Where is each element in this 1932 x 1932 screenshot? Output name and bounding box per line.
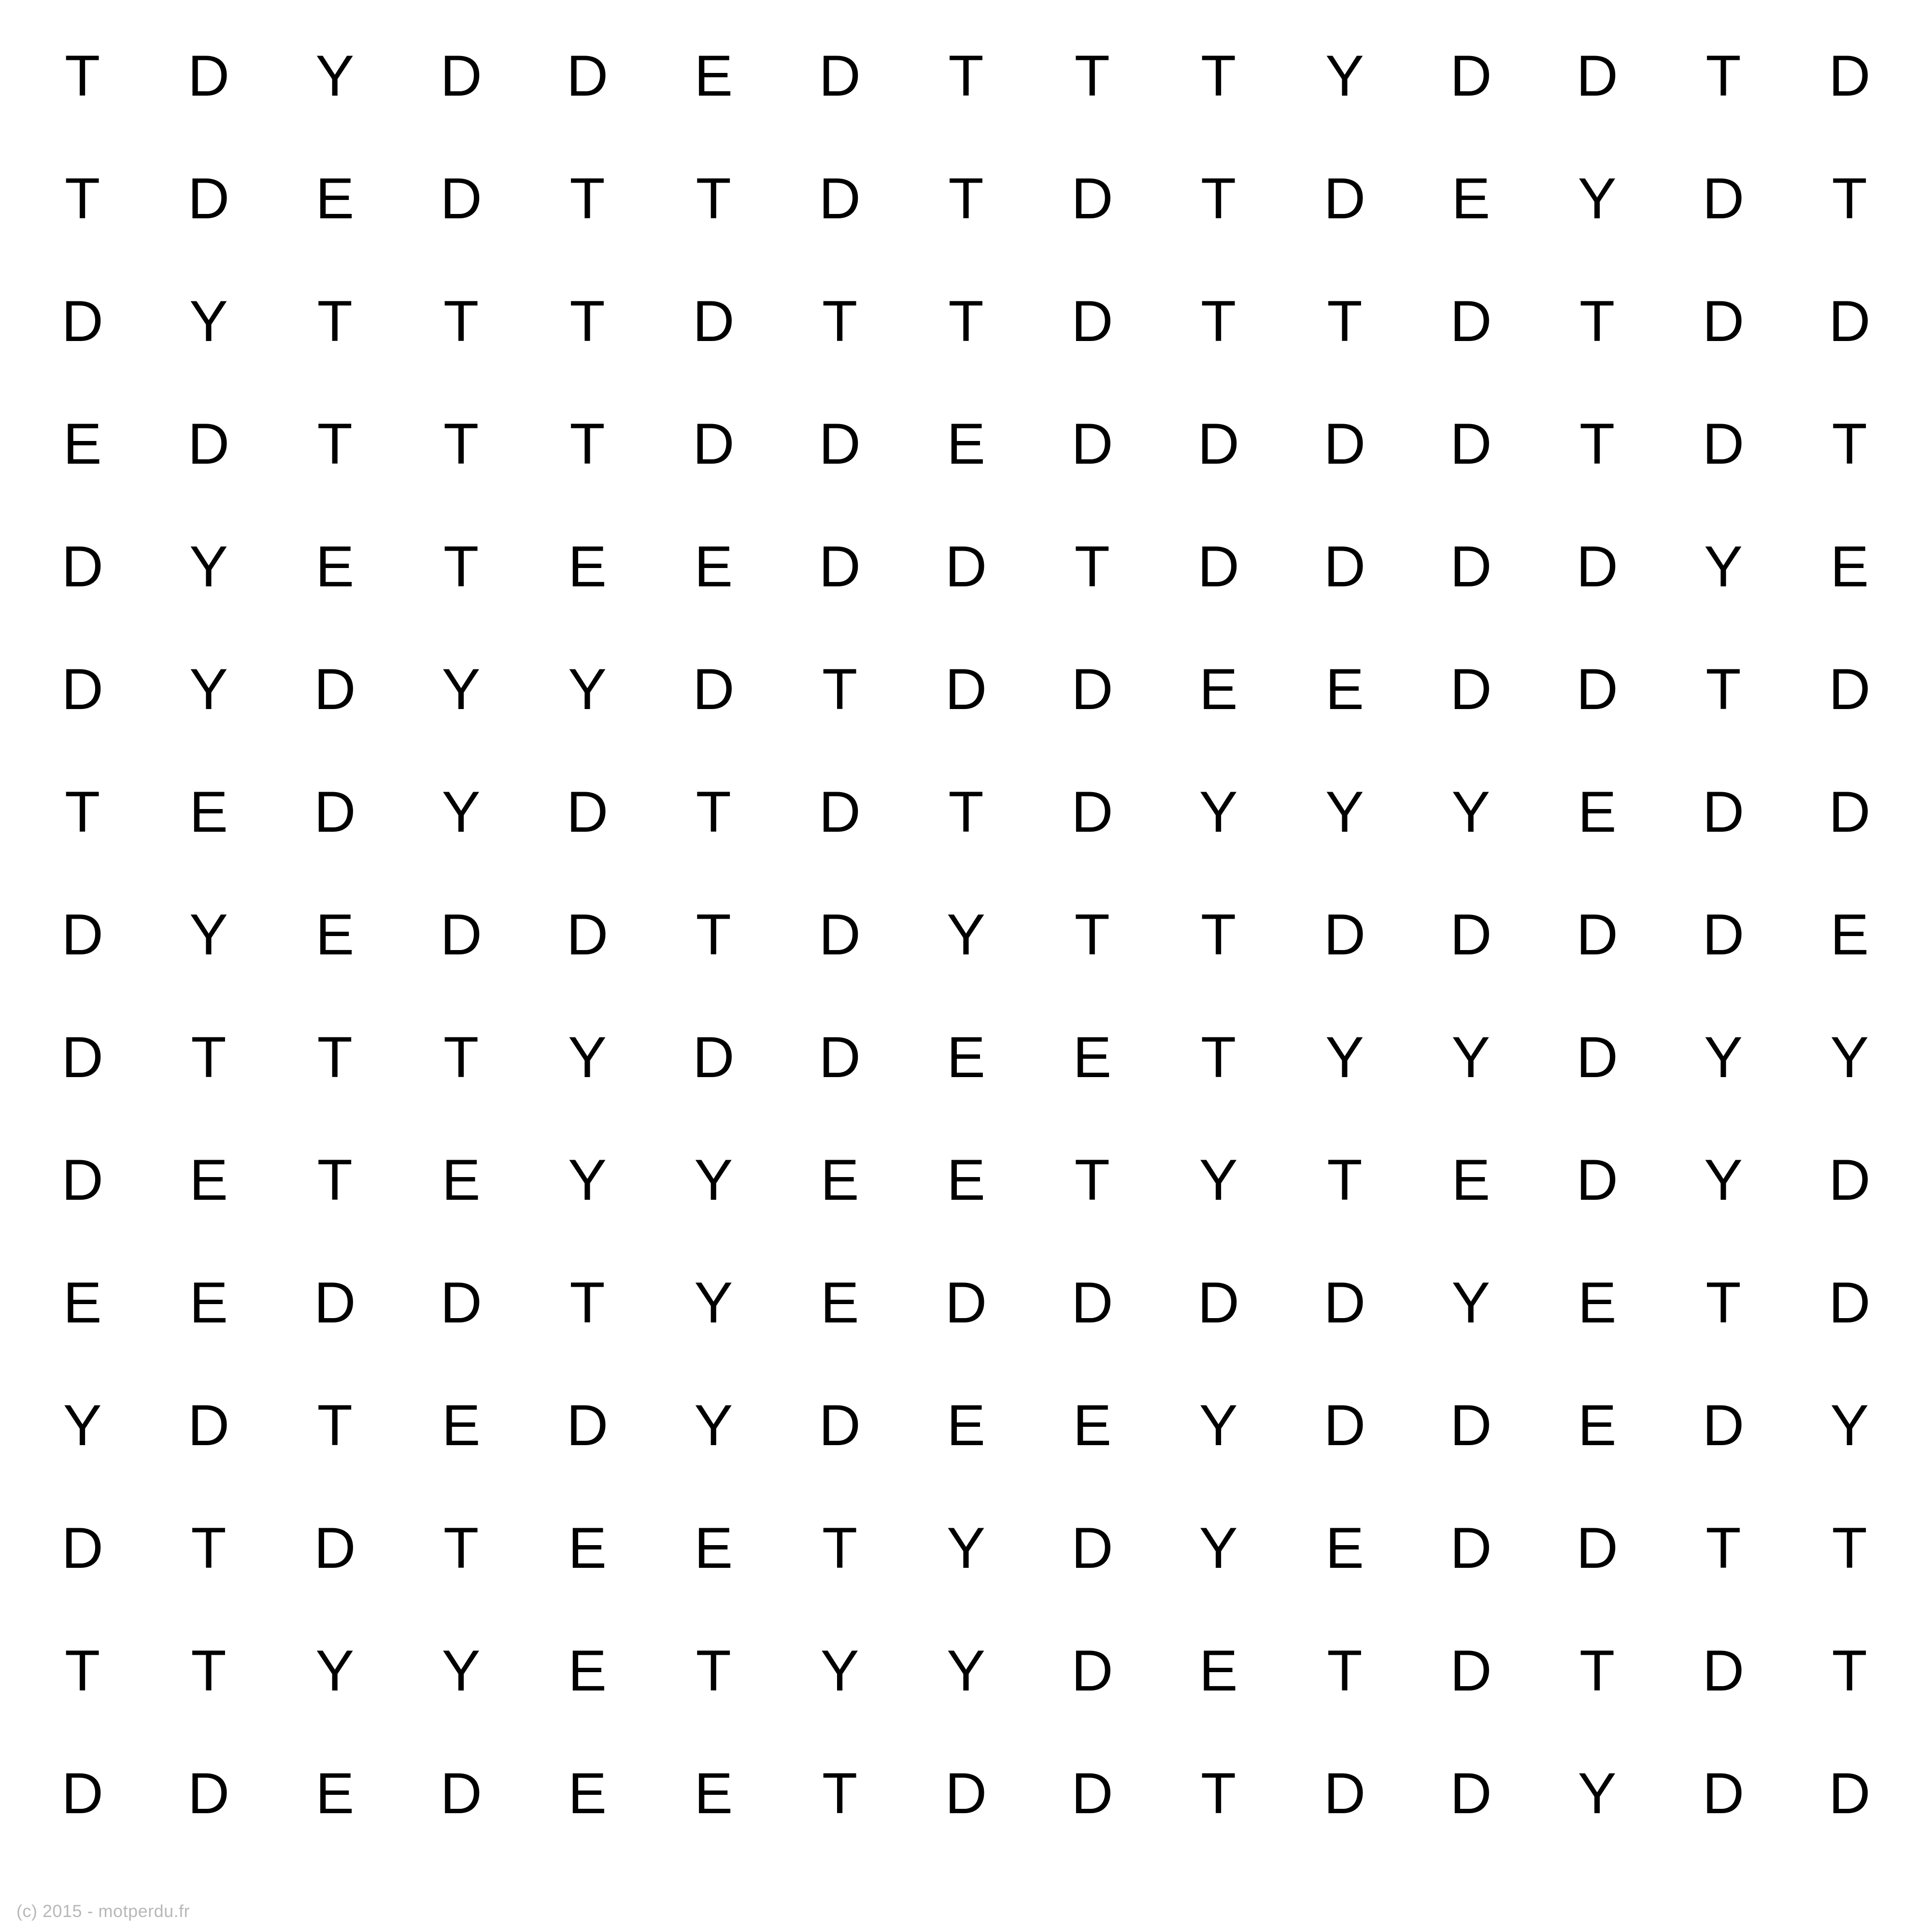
grid-cell[interactable]: E — [946, 1025, 986, 1090]
grid-cell[interactable]: E — [1073, 1025, 1112, 1090]
grid-cell[interactable]: T — [696, 166, 731, 231]
grid-cell[interactable]: D — [1071, 1270, 1113, 1335]
grid-cell[interactable]: T — [1074, 902, 1110, 967]
grid-cell[interactable]: D — [1576, 534, 1618, 599]
grid-cell[interactable]: D — [61, 1761, 103, 1826]
grid-cell[interactable]: D — [819, 534, 861, 599]
grid-cell[interactable]: T — [822, 289, 858, 354]
grid-cell[interactable]: Y — [63, 1393, 102, 1458]
grid-cell[interactable]: D — [1071, 1638, 1113, 1703]
grid-cell[interactable]: D — [1702, 289, 1745, 354]
grid-cell[interactable]: T — [1201, 1025, 1236, 1090]
grid-cell[interactable]: D — [1323, 166, 1366, 231]
grid-cell[interactable]: D — [1449, 43, 1492, 108]
grid-cell[interactable]: D — [1323, 534, 1366, 599]
grid-cell[interactable]: Y — [694, 1270, 733, 1335]
grid-cell[interactable]: Y — [1704, 1025, 1743, 1090]
grid-cell[interactable]: D — [61, 1025, 103, 1090]
grid-cell[interactable]: Y — [1451, 1025, 1491, 1090]
grid-cell[interactable]: Y — [946, 1516, 986, 1580]
grid-cell[interactable]: D — [1576, 657, 1618, 722]
grid-cell[interactable]: D — [1449, 412, 1492, 476]
grid-cell[interactable]: D — [1702, 1761, 1745, 1826]
grid-cell[interactable]: D — [1071, 1516, 1113, 1580]
grid-cell[interactable]: D — [440, 902, 482, 967]
grid-cell[interactable]: Y — [441, 1638, 481, 1703]
grid-cell[interactable]: T — [696, 780, 731, 844]
grid-cell[interactable]: D — [187, 1761, 230, 1826]
grid-cell[interactable]: T — [948, 43, 984, 108]
grid-cell[interactable]: E — [315, 534, 355, 599]
grid-cell[interactable]: D — [1071, 657, 1113, 722]
grid-cell[interactable]: T — [822, 1516, 858, 1580]
grid-cell[interactable]: Y — [568, 657, 607, 722]
grid-cell[interactable]: E — [63, 1270, 102, 1335]
grid-cell[interactable]: D — [566, 1393, 609, 1458]
grid-cell[interactable]: D — [819, 780, 861, 844]
grid-cell[interactable]: D — [945, 1270, 987, 1335]
grid-cell[interactable]: Y — [1199, 780, 1238, 844]
grid-cell[interactable]: Y — [1577, 166, 1617, 231]
grid-cell[interactable]: E — [1830, 902, 1869, 967]
grid-cell[interactable]: T — [443, 412, 479, 476]
grid-cell[interactable]: D — [1323, 1270, 1366, 1335]
grid-cell[interactable]: T — [1832, 166, 1867, 231]
grid-cell[interactable]: T — [317, 1393, 353, 1458]
grid-cell[interactable]: T — [1579, 289, 1615, 354]
grid-cell[interactable]: E — [1199, 1638, 1238, 1703]
grid-cell[interactable]: D — [187, 166, 230, 231]
grid-cell[interactable]: E — [1451, 166, 1491, 231]
grid-cell[interactable]: D — [1197, 534, 1239, 599]
grid-cell[interactable]: E — [63, 412, 102, 476]
grid-cell[interactable]: T — [191, 1025, 227, 1090]
grid-cell[interactable]: T — [1327, 1638, 1363, 1703]
grid-cell[interactable]: D — [1449, 657, 1492, 722]
grid-cell[interactable]: T — [443, 1516, 479, 1580]
grid-cell[interactable]: D — [1702, 902, 1745, 967]
grid-cell[interactable]: Y — [1325, 1025, 1364, 1090]
grid-cell[interactable]: E — [568, 1516, 607, 1580]
grid-cell[interactable]: T — [1705, 1516, 1741, 1580]
grid-cell[interactable]: T — [569, 412, 605, 476]
grid-cell[interactable]: Y — [1704, 534, 1743, 599]
grid-cell[interactable]: T — [1705, 43, 1741, 108]
grid-cell[interactable]: E — [946, 412, 986, 476]
grid-cell[interactable]: D — [566, 902, 609, 967]
grid-cell[interactable]: D — [1702, 1393, 1745, 1458]
grid-cell[interactable]: D — [1702, 1638, 1745, 1703]
grid-cell[interactable]: Y — [1199, 1148, 1238, 1212]
grid-cell[interactable]: T — [1327, 1148, 1363, 1212]
grid-cell[interactable]: E — [820, 1148, 859, 1212]
grid-cell[interactable]: E — [1577, 1270, 1617, 1335]
grid-cell[interactable]: D — [819, 412, 861, 476]
grid-cell[interactable]: T — [317, 1025, 353, 1090]
grid-cell[interactable]: T — [1832, 1516, 1867, 1580]
grid-cell[interactable]: D — [440, 1270, 482, 1335]
grid-cell[interactable]: E — [315, 902, 355, 967]
grid-cell[interactable]: T — [1832, 1638, 1867, 1703]
grid-cell[interactable]: D — [692, 657, 735, 722]
grid-cell[interactable]: T — [191, 1516, 227, 1580]
grid-cell[interactable]: Y — [1451, 780, 1491, 844]
grid-cell[interactable]: Y — [1577, 1761, 1617, 1826]
grid-cell[interactable]: D — [1828, 43, 1871, 108]
grid-cell[interactable]: T — [822, 1761, 858, 1826]
grid-cell[interactable]: T — [948, 166, 984, 231]
grid-cell[interactable]: D — [1702, 780, 1745, 844]
grid-cell[interactable]: T — [1579, 1638, 1615, 1703]
grid-cell[interactable]: D — [1576, 1516, 1618, 1580]
grid-cell[interactable]: D — [61, 657, 103, 722]
grid-cell[interactable]: T — [65, 43, 100, 108]
grid-cell[interactable]: D — [819, 1025, 861, 1090]
grid-cell[interactable]: D — [945, 657, 987, 722]
grid-cell[interactable]: D — [1449, 1761, 1492, 1826]
grid-cell[interactable]: D — [187, 1393, 230, 1458]
grid-cell[interactable]: Y — [315, 1638, 355, 1703]
grid-cell[interactable]: T — [1201, 902, 1236, 967]
grid-cell[interactable]: T — [317, 412, 353, 476]
grid-cell[interactable]: Y — [189, 289, 228, 354]
grid-cell[interactable]: D — [61, 289, 103, 354]
grid-cell[interactable]: D — [187, 43, 230, 108]
grid-cell[interactable]: Y — [946, 1638, 986, 1703]
grid-cell[interactable]: E — [694, 43, 733, 108]
grid-cell[interactable]: E — [1199, 657, 1238, 722]
grid-cell[interactable]: Y — [189, 902, 228, 967]
grid-cell[interactable]: D — [61, 1516, 103, 1580]
copyright-credit: (c) 2015 - motperdu.fr — [16, 1901, 190, 1921]
grid-cell[interactable]: D — [819, 1393, 861, 1458]
grid-cell[interactable]: Y — [694, 1148, 733, 1212]
grid-cell[interactable]: Y — [568, 1025, 607, 1090]
grid-cell[interactable]: T — [569, 289, 605, 354]
grid-cell[interactable]: T — [1705, 1270, 1741, 1335]
grid-cell[interactable]: D — [819, 43, 861, 108]
grid-cell[interactable]: Y — [1830, 1025, 1869, 1090]
grid-cell[interactable]: D — [440, 1761, 482, 1826]
grid-cell[interactable]: T — [569, 166, 605, 231]
grid-cell[interactable]: D — [1828, 657, 1871, 722]
grid-cell[interactable]: Y — [189, 534, 228, 599]
grid-cell[interactable]: D — [313, 1270, 356, 1335]
grid-cell[interactable]: D — [819, 166, 861, 231]
grid-cell[interactable]: D — [1702, 412, 1745, 476]
grid-cell[interactable]: D — [1071, 1761, 1113, 1826]
grid-cell[interactable]: T — [822, 657, 858, 722]
grid-cell[interactable]: E — [1325, 657, 1364, 722]
grid-cell[interactable]: E — [568, 1638, 607, 1703]
grid-cell[interactable]: T — [443, 289, 479, 354]
grid-cell[interactable]: E — [694, 534, 733, 599]
grid-cell[interactable]: T — [1201, 1761, 1236, 1826]
grid-cell[interactable]: D — [566, 780, 609, 844]
grid-cell[interactable]: E — [1577, 1393, 1617, 1458]
grid-cell[interactable]: Y — [1704, 1148, 1743, 1212]
grid-cell[interactable]: T — [317, 289, 353, 354]
grid-cell[interactable]: T — [65, 166, 100, 231]
grid-cell[interactable]: D — [1576, 1148, 1618, 1212]
grid-cell[interactable]: Y — [820, 1638, 859, 1703]
grid-cell[interactable]: D — [313, 657, 356, 722]
grid-cell[interactable]: D — [187, 412, 230, 476]
grid-cell[interactable]: T — [569, 1270, 605, 1335]
grid-cell[interactable]: E — [568, 534, 607, 599]
grid-cell[interactable]: D — [61, 1148, 103, 1212]
grid-cell[interactable]: D — [692, 289, 735, 354]
grid-cell[interactable]: D — [313, 1516, 356, 1580]
grid-cell[interactable]: D — [1449, 1638, 1492, 1703]
grid-cell[interactable]: D — [1702, 166, 1745, 231]
grid-cell[interactable]: E — [568, 1761, 607, 1826]
grid-cell[interactable]: T — [696, 1638, 731, 1703]
grid-cell[interactable]: T — [1201, 166, 1236, 231]
grid-cell[interactable]: D — [1323, 412, 1366, 476]
grid-cell[interactable]: D — [1828, 1270, 1871, 1335]
grid-cell[interactable]: D — [1449, 1393, 1492, 1458]
grid-cell[interactable]: Y — [694, 1393, 733, 1458]
grid-cell[interactable]: D — [1323, 1393, 1366, 1458]
grid-cell[interactable]: T — [317, 1148, 353, 1212]
grid-cell[interactable]: E — [946, 1148, 986, 1212]
grid-cell[interactable]: D — [1449, 902, 1492, 967]
grid-cell[interactable]: E — [1073, 1393, 1112, 1458]
grid-cell[interactable]: E — [946, 1393, 986, 1458]
grid-cell[interactable]: D — [1828, 1148, 1871, 1212]
grid-cell[interactable]: Y — [568, 1148, 607, 1212]
grid-cell[interactable]: T — [65, 780, 100, 844]
grid-cell[interactable]: D — [566, 43, 609, 108]
grid-cell[interactable]: D — [945, 1761, 987, 1826]
grid-cell[interactable]: D — [692, 412, 735, 476]
grid-cell[interactable]: Y — [1830, 1393, 1869, 1458]
grid-cell[interactable]: T — [1201, 43, 1236, 108]
grid-cell[interactable]: D — [1828, 289, 1871, 354]
grid-cell[interactable]: D — [61, 534, 103, 599]
grid-cell[interactable]: E — [315, 1761, 355, 1826]
grid-cell[interactable]: T — [443, 1025, 479, 1090]
grid-cell[interactable]: D — [1576, 43, 1618, 108]
grid-cell[interactable]: D — [440, 166, 482, 231]
grid-cell[interactable]: D — [1071, 289, 1113, 354]
grid-cell[interactable]: E — [1577, 780, 1617, 844]
grid-cell[interactable]: T — [1832, 412, 1867, 476]
grid-cell[interactable]: E — [820, 1270, 859, 1335]
grid-cell[interactable]: Y — [441, 780, 481, 844]
grid-cell[interactable]: D — [1449, 534, 1492, 599]
grid-cell[interactable]: E — [189, 780, 228, 844]
grid-cell[interactable]: T — [1579, 412, 1615, 476]
grid-cell[interactable]: D — [1449, 1516, 1492, 1580]
grid-cell[interactable]: D — [1576, 902, 1618, 967]
grid-cell[interactable]: D — [61, 902, 103, 967]
grid-cell[interactable]: D — [313, 780, 356, 844]
grid-cell[interactable]: Y — [1451, 1270, 1491, 1335]
grid-cell[interactable]: T — [948, 289, 984, 354]
grid-cell[interactable]: T — [1074, 1148, 1110, 1212]
grid-cell[interactable]: D — [819, 902, 861, 967]
grid-cell[interactable]: E — [694, 1761, 733, 1826]
grid-cell[interactable]: E — [1830, 534, 1869, 599]
grid-cell[interactable]: D — [1197, 412, 1239, 476]
grid-cell[interactable]: D — [1323, 1761, 1366, 1826]
grid-cell[interactable]: Y — [946, 902, 986, 967]
grid-cell[interactable]: T — [948, 780, 984, 844]
grid-cell[interactable]: D — [1449, 289, 1492, 354]
grid-cell[interactable]: E — [315, 166, 355, 231]
grid-cell[interactable]: Y — [189, 657, 228, 722]
grid-cell[interactable]: D — [1071, 166, 1113, 231]
grid-cell[interactable]: T — [1074, 43, 1110, 108]
grid-cell[interactable]: T — [1327, 289, 1363, 354]
grid-cell[interactable]: D — [1323, 902, 1366, 967]
grid-cell[interactable]: D — [440, 43, 482, 108]
grid-cell[interactable]: T — [1074, 534, 1110, 599]
grid-cell[interactable]: D — [1828, 1761, 1871, 1826]
grid-cell[interactable]: Y — [315, 43, 355, 108]
grid-cell[interactable]: D — [1828, 780, 1871, 844]
grid-cell[interactable]: D — [692, 1025, 735, 1090]
grid-cell[interactable]: T — [65, 1638, 100, 1703]
grid-cell[interactable]: E — [441, 1393, 481, 1458]
grid-cell[interactable]: T — [1201, 289, 1236, 354]
grid-cell[interactable]: E — [694, 1516, 733, 1580]
grid-cell[interactable]: T — [443, 534, 479, 599]
grid-cell[interactable]: T — [191, 1638, 227, 1703]
grid-cell[interactable]: D — [1576, 1025, 1618, 1090]
grid-cell[interactable]: D — [1197, 1270, 1239, 1335]
grid-cell[interactable]: T — [696, 902, 731, 967]
grid-cell[interactable]: E — [1325, 1516, 1364, 1580]
grid-cell[interactable]: Y — [1325, 780, 1364, 844]
grid-cell[interactable]: D — [1071, 780, 1113, 844]
grid-cell[interactable]: Y — [1199, 1393, 1238, 1458]
grid-cell[interactable]: E — [1451, 1148, 1491, 1212]
grid-cell[interactable]: E — [189, 1270, 228, 1335]
grid-cell[interactable]: E — [441, 1148, 481, 1212]
grid-cell[interactable]: Y — [1325, 43, 1364, 108]
grid-cell[interactable]: Y — [1199, 1516, 1238, 1580]
grid-cell[interactable]: E — [189, 1148, 228, 1212]
grid-cell[interactable]: T — [1705, 657, 1741, 722]
grid-cell[interactable]: Y — [441, 657, 481, 722]
grid-cell[interactable]: D — [945, 534, 987, 599]
grid-cell[interactable]: D — [1071, 412, 1113, 476]
